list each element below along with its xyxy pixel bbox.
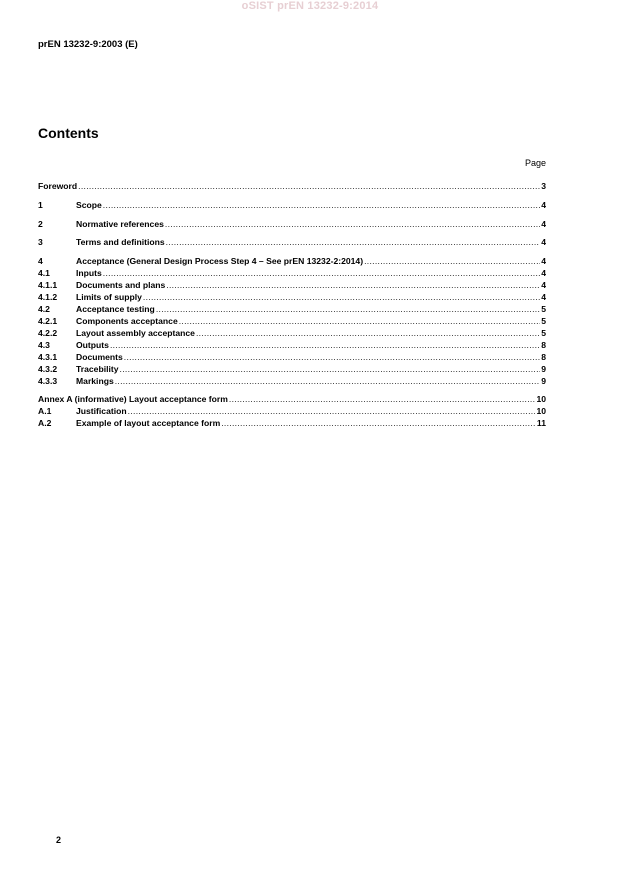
toc-entry-number: 4.3.2 bbox=[38, 364, 58, 374]
toc-entry-title: Scope bbox=[76, 200, 102, 210]
toc-leader-dots bbox=[115, 376, 540, 387]
toc-entry-page: 8 bbox=[541, 352, 546, 362]
toc-entry-number: 2 bbox=[38, 219, 43, 229]
toc-entry-tracebility[interactable] bbox=[38, 364, 546, 375]
toc-entry-annex-a[interactable] bbox=[38, 394, 546, 405]
toc-entry-page: 3 bbox=[541, 181, 546, 191]
toc-entry-page: 9 bbox=[541, 376, 546, 386]
toc-entry-inputs[interactable] bbox=[38, 268, 546, 279]
toc-leader-dots bbox=[196, 328, 540, 339]
toc-leader-dots bbox=[166, 280, 540, 291]
toc-leader-dots bbox=[229, 394, 536, 405]
toc-leader-dots bbox=[124, 352, 540, 363]
toc-entry-justification[interactable] bbox=[38, 406, 546, 417]
toc-entry-components-acceptance[interactable] bbox=[38, 316, 546, 327]
toc-entry-number: 4.3 bbox=[38, 340, 50, 350]
toc-leader-dots bbox=[165, 219, 540, 230]
toc-entry-page: 9 bbox=[541, 364, 546, 374]
toc-entry-page: 4 bbox=[541, 219, 546, 229]
page-column-label: Page bbox=[524, 158, 546, 168]
toc-entry-number: 1 bbox=[38, 200, 43, 210]
toc-entry-number: A.2 bbox=[38, 418, 52, 428]
toc-entry-layout-assembly-acceptance[interactable] bbox=[38, 328, 546, 339]
toc-entry-markings[interactable] bbox=[38, 376, 546, 387]
toc-entry-page: 10 bbox=[536, 406, 546, 416]
toc-entry-title: Documents bbox=[76, 352, 123, 362]
toc-leader-dots bbox=[364, 256, 540, 267]
toc-entry-page: 4 bbox=[541, 237, 546, 247]
toc-entry-number: 4.3.1 bbox=[38, 352, 58, 362]
toc-leader-dots bbox=[128, 406, 536, 417]
toc-entry-title: Outputs bbox=[76, 340, 109, 350]
toc-entry-page: 8 bbox=[541, 340, 546, 350]
toc-entry-title: Annex A (informative) Layout acceptance form bbox=[38, 394, 228, 404]
toc-entry-page: 4 bbox=[541, 280, 546, 290]
toc-entry-page: 5 bbox=[541, 328, 546, 338]
toc-entry-number: 4 bbox=[38, 256, 43, 266]
toc-entry-title: Example of layout acceptance form bbox=[76, 418, 221, 428]
toc-entry-page: 11 bbox=[536, 418, 546, 428]
toc-leader-dots bbox=[103, 200, 540, 211]
toc-entry-page: 5 bbox=[541, 304, 546, 314]
toc-leader-dots bbox=[166, 237, 541, 248]
toc-entry-number: 4.1 bbox=[38, 268, 50, 278]
toc-entry-foreword[interactable] bbox=[38, 181, 546, 192]
toc-entry-example-form[interactable] bbox=[38, 418, 546, 429]
page-number: 2 bbox=[56, 835, 62, 845]
toc-entry-acceptance-testing[interactable] bbox=[38, 304, 546, 315]
toc-entry-title: Tracebility bbox=[76, 364, 119, 374]
document-id: prEN 13232-9:2003 (E) bbox=[38, 39, 138, 50]
toc-entry-title: Justification bbox=[76, 406, 127, 416]
toc-entry-title: Terms and definitions bbox=[76, 237, 165, 247]
toc-leader-dots bbox=[221, 418, 536, 429]
toc-entry-title: Markings bbox=[76, 376, 114, 386]
toc-entry-title: Inputs bbox=[76, 268, 102, 278]
toc-entry-number: 3 bbox=[38, 237, 43, 247]
toc-entry-number: 4.1.2 bbox=[38, 292, 58, 302]
toc-entry-terms-definitions[interactable] bbox=[38, 237, 546, 248]
toc-entry-acceptance[interactable] bbox=[38, 256, 546, 267]
toc-entry-documents[interactable] bbox=[38, 352, 546, 363]
toc-entry-number: 4.2.1 bbox=[38, 316, 58, 326]
toc-leader-dots bbox=[120, 364, 541, 375]
toc-entry-title: Foreword bbox=[38, 181, 78, 191]
watermark: oSIST prEN 13232-9:2014 bbox=[241, 0, 379, 12]
toc-entry-number: A.1 bbox=[38, 406, 52, 416]
toc-entry-number: 4.2.2 bbox=[38, 328, 58, 338]
toc-entry-documents-plans[interactable] bbox=[38, 280, 546, 291]
toc-entry-outputs[interactable] bbox=[38, 340, 546, 351]
toc-leader-dots bbox=[110, 340, 540, 351]
toc-entry-page: 4 bbox=[541, 256, 546, 266]
toc-entry-title: Layout assembly acceptance bbox=[76, 328, 195, 338]
toc-entry-page: 5 bbox=[541, 316, 546, 326]
toc-leader-dots bbox=[78, 181, 540, 192]
toc-entry-page: 10 bbox=[536, 394, 546, 404]
toc-entry-number: 4.2 bbox=[38, 304, 50, 314]
toc-entry-normative-references[interactable] bbox=[38, 219, 546, 230]
toc-entry-number: 4.3.3 bbox=[38, 376, 58, 386]
toc-entry-limits-supply[interactable] bbox=[38, 292, 546, 303]
toc-entry-title: Components acceptance bbox=[76, 316, 178, 326]
toc-entry-title: Normative references bbox=[76, 219, 164, 229]
toc-leader-dots bbox=[103, 268, 540, 279]
toc-entry-title: Acceptance testing bbox=[76, 304, 155, 314]
toc-entry-number: 4.1.1 bbox=[38, 280, 58, 290]
toc-leader-dots bbox=[143, 292, 540, 303]
toc-entry-page: 4 bbox=[541, 200, 546, 210]
toc-entry-page: 4 bbox=[541, 292, 546, 302]
contents-heading: Contents bbox=[38, 125, 99, 141]
toc-entry-title: Acceptance (General Design Process Step 4 – See prEN 13232-2:2014) bbox=[76, 256, 364, 266]
toc-leader-dots bbox=[156, 304, 540, 315]
toc-entry-scope[interactable] bbox=[38, 200, 546, 211]
toc-entry-page: 4 bbox=[541, 268, 546, 278]
toc-entry-title: Limits of supply bbox=[76, 292, 142, 302]
toc-leader-dots bbox=[179, 316, 540, 327]
toc-entry-title: Documents and plans bbox=[76, 280, 166, 290]
